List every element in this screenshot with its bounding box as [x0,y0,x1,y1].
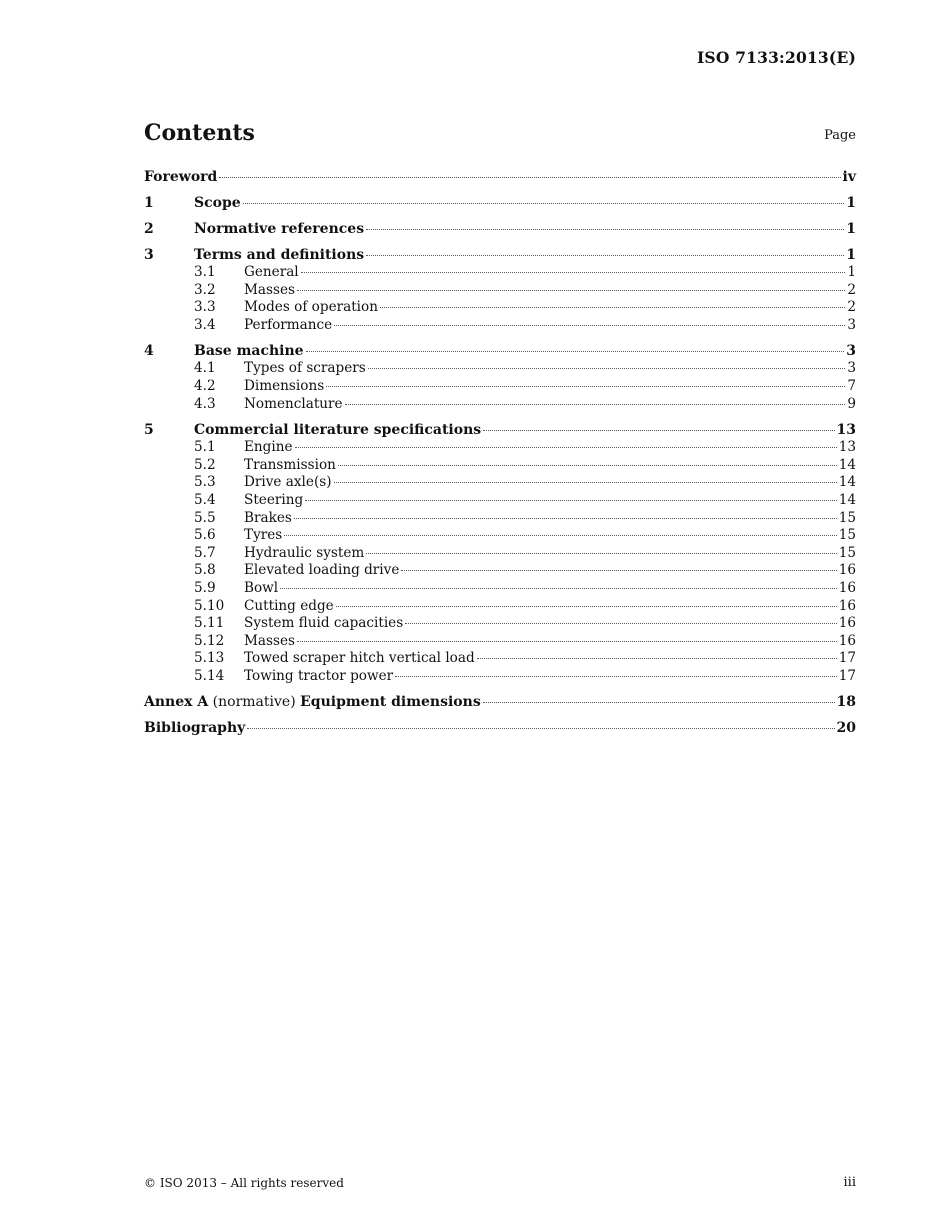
annex-label: Annex A [144,694,209,711]
toc-subentry[interactable] [144,580,856,598]
toc-page-number: 13 [838,439,856,456]
toc-entry-number: 5 [144,422,154,439]
toc-page-number: 15 [838,527,856,544]
toc-entry[interactable] [144,246,856,264]
toc-entry-title: Scope [194,195,241,211]
toc-entry-title: Types of scrapers [244,360,366,377]
contents-title: Contents [144,120,255,146]
dot-leader [477,657,837,659]
toc-entry-title: Engine [244,439,293,456]
toc-page-number: 16 [838,597,856,614]
toc-subentry-number: 4.1 [194,360,216,377]
dot-leader [366,552,836,554]
dot-leader [366,228,844,230]
page-number: iii [843,1175,856,1190]
toc-page-number: 1 [846,221,856,237]
document-id: ISO 7133:2013(E) [696,48,856,67]
toc-entry-number: 3 [144,247,154,263]
toc-subentry-number: 5.13 [194,650,225,667]
toc-entry-title: Steering [244,491,304,508]
toc-page-number: 17 [838,667,856,684]
copyright-notice: © ISO 2013 – All rights reserved [144,1176,344,1190]
toc-subentry-number: 4.3 [194,395,216,412]
toc-subentry-number: 3.3 [194,299,216,316]
dot-leader [336,605,837,607]
toc-entry-title [144,693,481,711]
toc-subentry-number: 5.2 [194,456,216,473]
dot-leader [395,675,837,677]
dot-leader [305,499,837,501]
toc-subentry[interactable] [144,598,856,616]
dot-leader [380,306,845,308]
toc-subentry-number: 5.8 [194,562,216,579]
toc-subentry-number: 3.4 [194,316,216,333]
toc-page-number: 15 [838,544,856,561]
dot-leader [306,350,845,352]
toc-subentry-number: 5.14 [194,667,225,684]
toc-entry-title: Masses [244,281,295,298]
dot-leader [366,254,844,256]
dot-leader [401,569,836,571]
toc-subentry[interactable] [144,457,856,475]
toc-subentry-number: 5.7 [194,544,216,561]
toc-entry-title: Commercial literature specifications [194,422,482,439]
toc-page-number: 20 [836,720,856,737]
toc-entry[interactable] [144,194,856,212]
dot-leader [301,271,846,273]
annex-title: Equipment dimensions [300,694,481,711]
toc-subentry-number: 5.9 [194,579,216,596]
dot-leader [297,640,837,642]
dot-leader [243,202,845,204]
toc-entry-title: Foreword [144,169,218,185]
toc-subentry[interactable] [144,396,856,414]
toc-entry-title: Cutting edge [244,597,334,614]
toc-page-number: 14 [838,491,856,508]
toc-entry-title: Hydraulic system [244,544,365,561]
toc-page-number: 3 [847,316,856,333]
toc-page-number: 14 [838,474,856,491]
toc-entry-title: Brakes [244,509,292,526]
dot-leader [326,385,845,387]
toc-subentry[interactable] [144,668,856,686]
toc-subentry-number: 5.6 [194,527,216,544]
dot-leader [483,429,834,431]
toc-page-number: 13 [836,422,856,439]
toc-entry-number: 2 [144,221,154,237]
toc-subentry[interactable] [144,264,856,282]
toc-subentry-number: 3.2 [194,281,216,298]
toc-page-number: 3 [847,360,856,377]
dot-leader [368,367,846,369]
toc-subentry-number: 5.12 [194,632,225,649]
dot-leader [284,534,836,536]
toc-entry[interactable] [144,693,856,711]
toc-page-number: 7 [847,377,856,394]
toc-page-number: 14 [838,456,856,473]
dot-leader [405,622,836,624]
toc-entry[interactable] [144,168,856,186]
toc-page-number: 2 [847,299,856,316]
toc-entry-title: Tyres [244,527,283,544]
toc-entry-title: Normative references [194,221,365,237]
toc-entry[interactable] [144,719,856,737]
toc-subentry-number: 5.4 [194,491,216,508]
toc-entry-title: Nomenclature [244,395,343,412]
toc-entry-number: 4 [144,343,154,360]
toc-entry-number: 1 [144,195,154,211]
toc-entry-title: Towed scraper hitch vertical load [244,650,475,667]
toc-subentry[interactable] [144,562,856,580]
toc-entry[interactable] [144,220,856,238]
toc-entry-title: General [244,264,299,280]
dot-leader [295,446,837,448]
dot-leader [334,481,837,483]
toc-page-number: 3 [846,343,856,360]
toc-entry-title: Masses [244,632,295,649]
toc-entry-title: Transmission [244,456,336,473]
toc-entry-title: Base machine [194,343,304,360]
toc-subentry-number: 5.11 [194,615,225,632]
dot-leader [483,701,835,703]
toc-subentry[interactable] [144,317,856,335]
dot-leader [334,324,845,326]
toc-entry-title: Performance [244,316,333,333]
dot-leader [280,587,837,589]
toc-page-number: 1 [846,247,856,263]
toc-subentry[interactable] [144,545,856,563]
toc-entry-title: Dimensions [244,377,325,394]
toc-entry-title: Towing tractor power [244,667,394,684]
toc-subentry[interactable] [144,650,856,668]
toc-subentry-number: 4.2 [194,377,216,394]
dot-leader [345,403,846,405]
toc-subentry-number: 5.3 [194,474,216,491]
dot-leader [294,517,837,519]
toc-subentry[interactable] [144,492,856,510]
toc-entry-title: Terms and definitions [194,247,365,263]
annex-type: (normative) [208,694,301,711]
toc-subentry[interactable] [144,439,856,457]
page-column-label: Page [824,128,856,143]
toc-subentry[interactable] [144,510,856,528]
toc-page-number: 16 [838,615,856,632]
toc-subentry-number: 5.1 [194,439,216,456]
toc-page-number: 1 [846,195,856,211]
toc-subentry[interactable] [144,299,856,317]
toc-entry[interactable] [144,342,856,360]
toc-subentry[interactable] [144,282,856,300]
dot-leader [219,176,840,178]
toc-page-number: 16 [838,632,856,649]
toc-page-number: 18 [836,694,856,711]
toc-page-number: 9 [847,395,856,412]
toc-subentry[interactable] [144,378,856,396]
toc-page-number: 17 [838,650,856,667]
toc-entry[interactable] [144,421,856,439]
toc-page-number: 2 [847,281,856,298]
table-of-contents [144,168,856,737]
toc-page-number: 16 [838,562,856,579]
toc-subentry[interactable] [144,527,856,545]
toc-entry-title: System fluid capacities [244,615,404,632]
dot-leader [247,727,834,729]
toc-subentry[interactable] [144,474,856,492]
toc-page-number: 1 [847,264,856,280]
toc-subentry-number: 5.5 [194,509,216,526]
toc-subentry[interactable] [144,633,856,651]
toc-subentry[interactable] [144,360,856,378]
toc-entry-title: Elevated loading drive [244,562,400,579]
toc-entry-title: Modes of operation [244,299,378,316]
toc-entry-title: Drive axle(s) [244,474,332,491]
dot-leader [297,289,845,291]
toc-entry-title: Bibliography [144,720,246,737]
toc-subentry[interactable] [144,615,856,633]
dot-leader [338,464,837,466]
toc-page-number: 15 [838,509,856,526]
toc-subentry-number: 5.10 [194,597,225,614]
toc-subentry-number: 3.1 [194,264,216,280]
toc-entry-title: Bowl [244,579,279,596]
toc-page-number: 16 [838,579,856,596]
toc-page-number: iv [842,169,856,185]
